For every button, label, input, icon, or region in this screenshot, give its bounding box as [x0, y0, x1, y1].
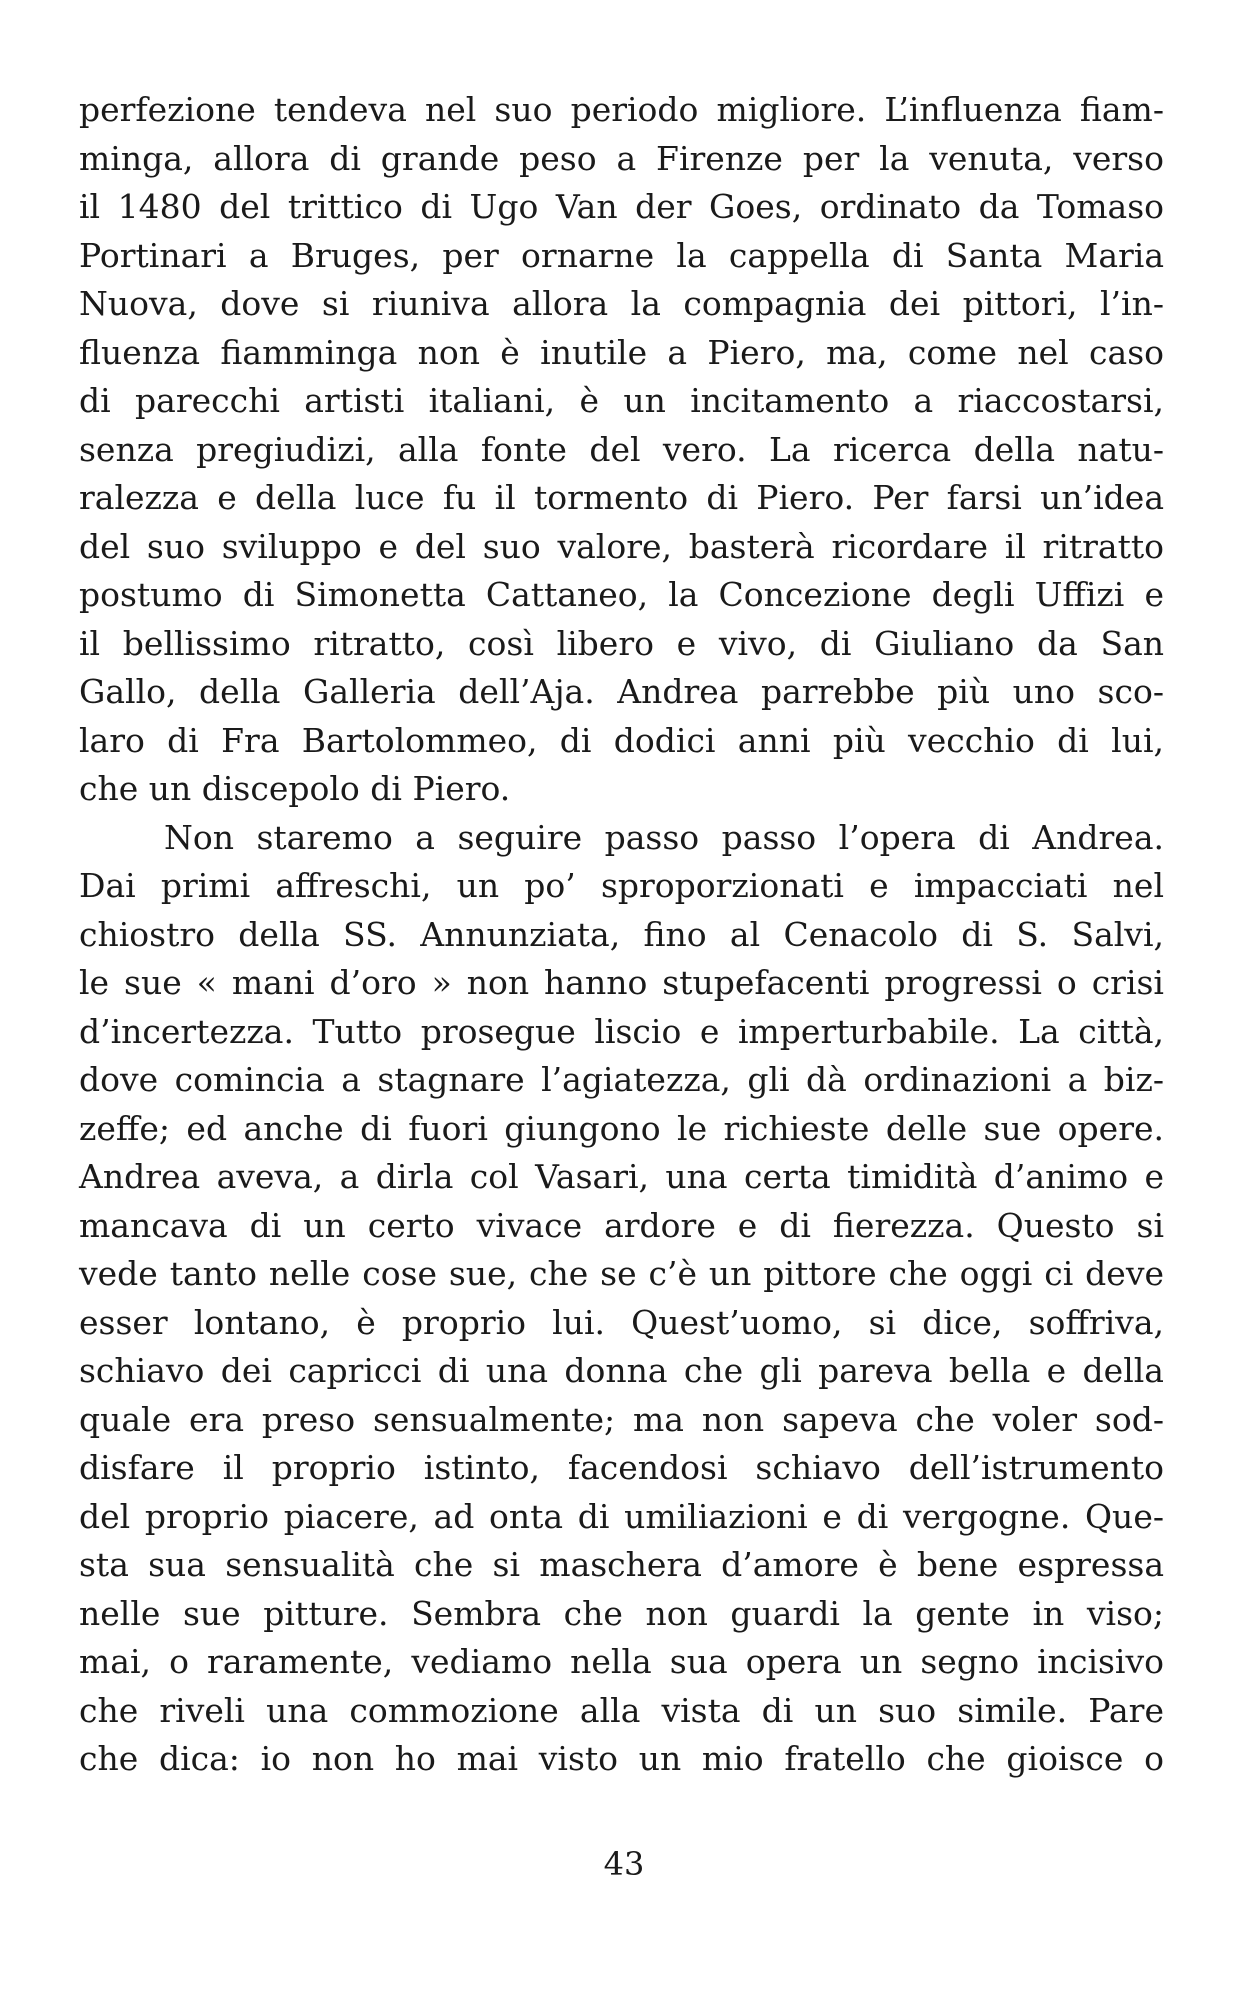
text-line: mai, o raramente, vediamo nella sua opera un segno incisivo: [79, 1642, 1164, 1681]
text-line: che riveli una commozione alla vista di un suo simile. Pare: [79, 1690, 1164, 1730]
text-line: senza pregiudizi, alla fonte del vero. La ricerca della natu-: [79, 429, 1164, 469]
text-line: Non staremo a seguire passo passo l’opera di Andrea.: [164, 817, 1164, 857]
text-line: Nuova, dove si riuniva allora la compagnia dei pittori, l’in-: [79, 284, 1164, 323]
text-line: Gallo, della Galleria dell’Aja. Andrea parrebbe più uno sco-: [79, 672, 1164, 711]
text-line: del suo sviluppo e del suo valore, basterà ricordare il ritratto: [79, 526, 1164, 566]
text-line: di parecchi artisti italiani, è un incitamento a riaccostarsi,: [79, 381, 1164, 420]
text-line: perfezione tendeva nel suo periodo migliore. L’influenza fiam-: [79, 90, 1164, 129]
text-line: il 1480 del trittico di Ugo Van der Goes, ordinato da Tomaso: [79, 187, 1164, 226]
text-line: zeffe; ed anche di fuori giungono le richieste delle sue opere.: [79, 1108, 1164, 1148]
text-line: vede tanto nelle cose sue, che se c’è un pittore che oggi ci deve: [79, 1254, 1164, 1293]
text-line: che dica: io non ho mai visto un mio fratello che gioisce o: [79, 1739, 1164, 1778]
text-line: quale era preso sensualmente; ma non sapeva che voler sod-: [79, 1399, 1164, 1439]
text-line: che un discepolo di Piero.: [79, 769, 511, 808]
text-line: fluenza fiamminga non è inutile a Piero, ma, come nel caso: [79, 332, 1164, 372]
page-number: 43: [603, 1845, 645, 1883]
text-line: Dai primi affreschi, un po’ sproporzionati e impacciati nel: [79, 866, 1164, 905]
paragraph-2: [79, 814, 1164, 1784]
text-line: chiostro della SS. Annunziata, fino al Cenacolo di S. Salvi,: [79, 914, 1164, 954]
text-line: nelle sue pitture. Sembra che non guardi la gente in viso;: [79, 1593, 1164, 1633]
text-line: del proprio piacere, ad onta di umiliazioni e di vergogne. Que-: [79, 1496, 1164, 1536]
text-line: dove comincia a stagnare l’agiatezza, gli dà ordinazioni a biz-: [79, 1060, 1164, 1099]
text-line: mancava di un certo vivace ardore e di fierezza. Questo si: [79, 1205, 1164, 1245]
text-line: d’incertezza. Tutto prosegue liscio e imperturbabile. La città,: [79, 1011, 1164, 1051]
text-line: laro di Fra Bartolommeo, di dodici anni più vecchio di lui,: [79, 720, 1164, 760]
text-line: disfare il proprio istinto, facendosi schiavo dell’istrumento: [79, 1448, 1164, 1487]
text-line: esser lontano, è proprio lui. Quest’uomo, si dice, soffriva,: [79, 1302, 1164, 1342]
text-line: Andrea aveva, a dirla col Vasari, una certa timidità d’animo e: [79, 1157, 1164, 1196]
text-line: ralezza e della luce fu il tormento di Piero. Per farsi un’idea: [79, 478, 1164, 517]
body-text: [79, 86, 1164, 1784]
text-line: sta sua sensualità che si maschera d’amore è bene espressa: [79, 1545, 1164, 1584]
paragraph-1: [79, 86, 1164, 814]
text-line: minga, allora di grande peso a Firenze per la venuta, verso: [79, 138, 1164, 178]
text-line: Portinari a Bruges, per ornarne la cappella di Santa Maria: [79, 235, 1164, 275]
text-line: il bellissimo ritratto, così libero e vivo, di Giuliano da San: [79, 623, 1164, 663]
text-line: postumo di Simonetta Cattaneo, la Concezione degli Uffizi e: [79, 575, 1164, 614]
text-line: schiavo dei capricci di una donna che gli pareva bella e della: [79, 1351, 1164, 1390]
text-line: le sue « mani d’oro » non hanno stupefacenti progressi o crisi: [79, 963, 1164, 1002]
